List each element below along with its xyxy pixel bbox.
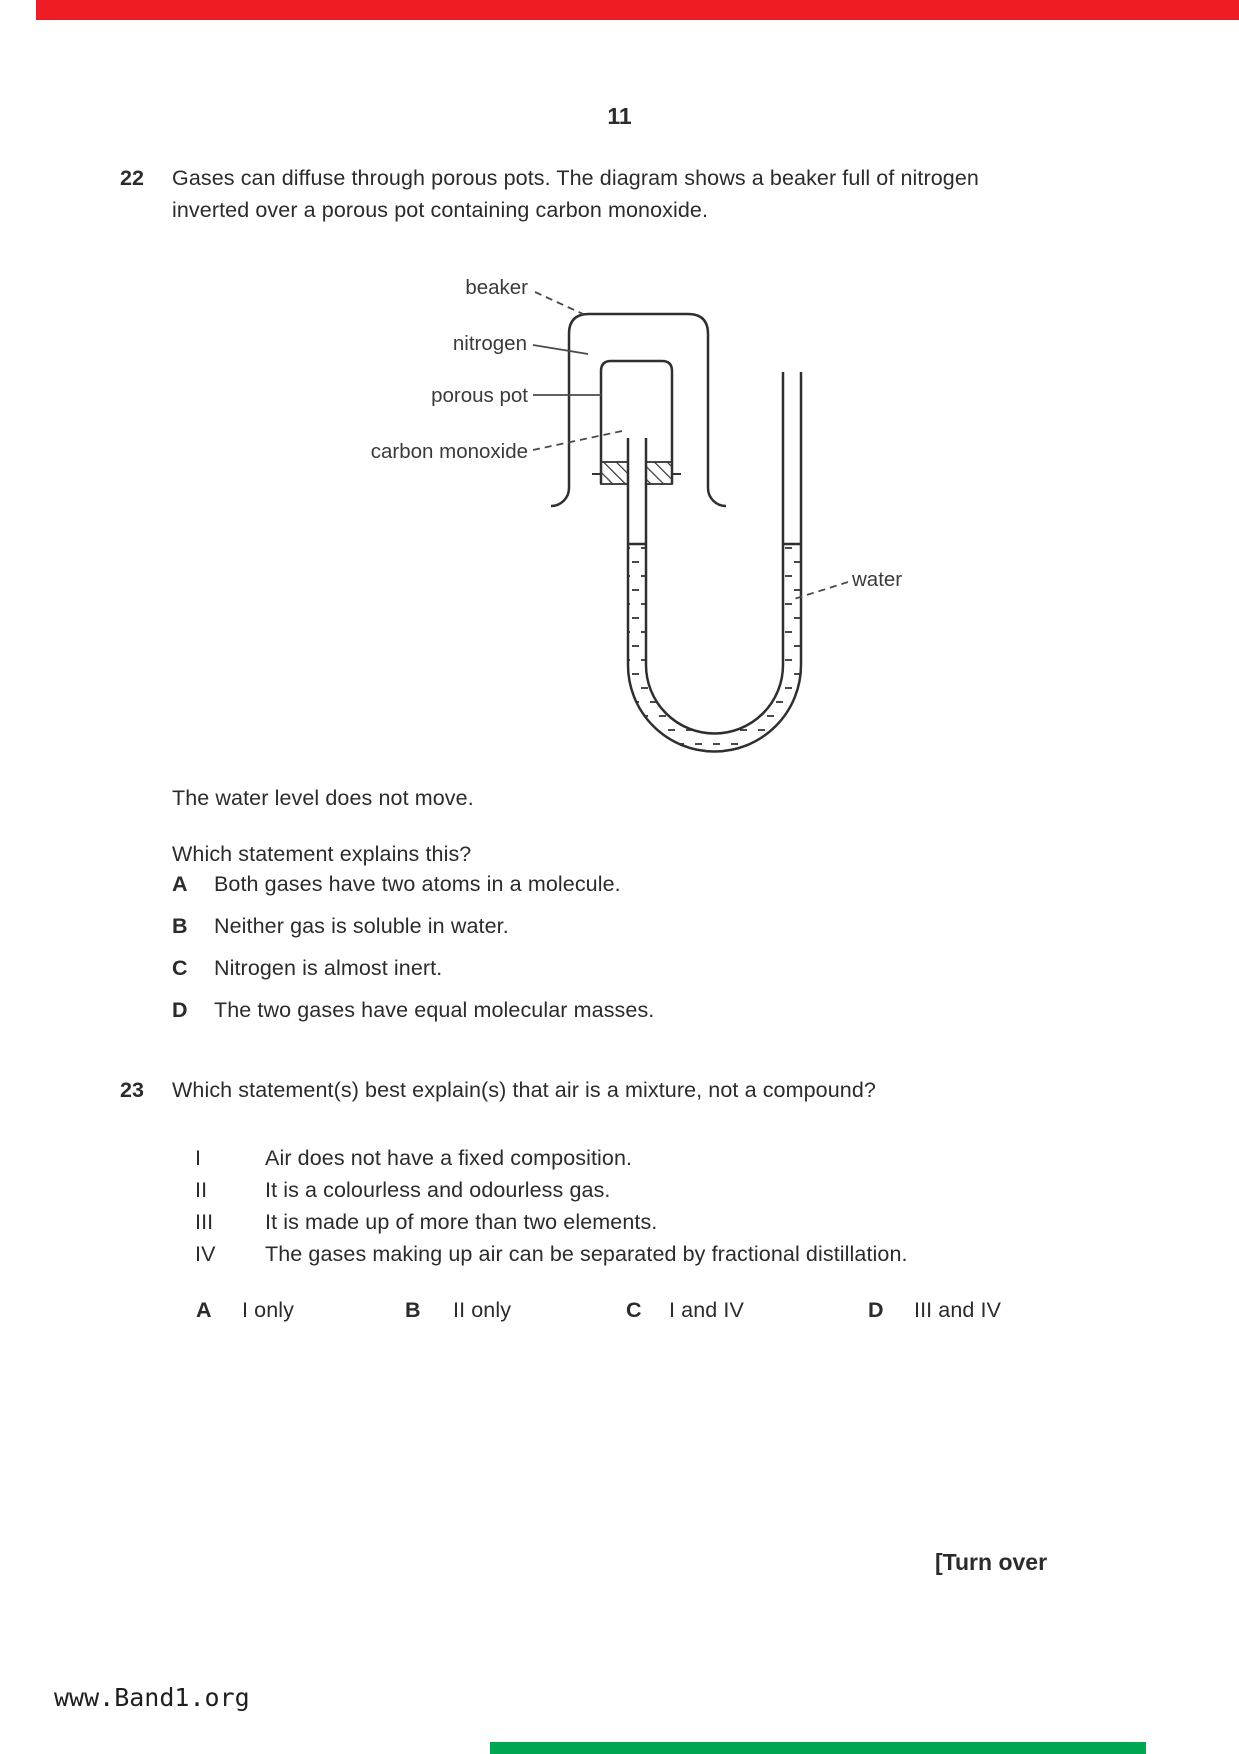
q23-answer-text-d: III and IV [914,1298,1002,1322]
stopper-hatch-right [646,462,672,484]
beaker-leader-line [535,292,583,314]
q22-option-row-b [172,914,509,939]
page-number: 11 [607,103,632,129]
q23-answer-letter-d: D [868,1298,884,1322]
q23-statement-numeral-1: I [195,1146,202,1170]
q22-option-letter-a: A [172,872,188,896]
carbon-monoxide-leader-line [533,431,622,450]
water-fill-right-arm [783,545,801,665]
nitrogen-label: nitrogen [452,332,527,355]
q22-option-text-c: Nitrogen is almost inert. [213,956,443,980]
q23-answer-letter-c: C [626,1298,642,1322]
q22-prompt-line-2: inverted over a porous pot containing carbon monoxide. [172,198,709,222]
bottom-accent-bar [490,1742,1146,1754]
q22-option-row-c [172,956,442,981]
watermark-text: www.Band1.org [54,1683,250,1712]
q23-answer-text-a: I only [242,1298,294,1322]
porous-pot-label: porous pot [431,384,528,407]
water-fill-left-arm [628,545,646,665]
q23-statement-numeral-3: III [195,1210,214,1234]
carbon-monoxide-label: carbon monoxide [370,440,528,463]
q22-option-text-b: Neither gas is soluble in water. [213,914,509,938]
q23-statement-numeral-4: IV [195,1242,216,1266]
q23-statement-numeral-2: II [195,1178,208,1202]
q22-option-row-d [172,998,654,1023]
q23-statement-text-1: Air does not have a fixed composition. [265,1146,633,1170]
q22-option-text-a: Both gases have two atoms in a molecule. [213,872,621,896]
q22-question: Which statement explains this? [172,842,472,866]
nitrogen-leader-line [533,345,588,354]
q22-note: The water level does not move. [172,786,474,810]
q22-prompt-line-1: Gases can diffuse through porous pots. The diagram shows a beaker full of nitrogen [172,166,979,190]
tube-through-stopper [630,460,645,486]
stopper-hatch-left [601,462,628,484]
water-label: water [852,568,903,591]
q23-answer-letter-a: A [196,1298,212,1322]
q22-option-letter-c: C [172,956,188,980]
q23-statement-text-4: The gases making up air can be separated by fractional distillation. [265,1242,908,1266]
q23-prompt: Which statement(s) best explain(s) that air is a mixture, not a compound? [172,1078,876,1102]
q22-option-row-a [172,872,621,897]
diffusion-apparatus-diagram [325,248,925,768]
q23-answer-letter-b: B [405,1298,421,1322]
q22-option-text-d: The two gases have equal molecular masses. [213,998,655,1022]
q23-answer-text-c: I and IV [669,1298,744,1322]
water-fill-bend [628,665,801,752]
beaker-label: beaker [465,276,528,299]
q23-number: 23 [120,1078,144,1102]
q23-statement-text-3: It is made up of more than two elements. [265,1210,658,1234]
turn-over-label: [Turn over [935,1549,1048,1575]
top-accent-bar [36,0,1239,20]
q22-option-letter-b: B [172,914,188,938]
q22-number: 22 [120,166,144,190]
q22-option-letter-d: D [172,998,188,1022]
q23-answer-text-b: II only [453,1298,512,1322]
q23-statement-text-2: It is a colourless and odourless gas. [265,1178,611,1202]
